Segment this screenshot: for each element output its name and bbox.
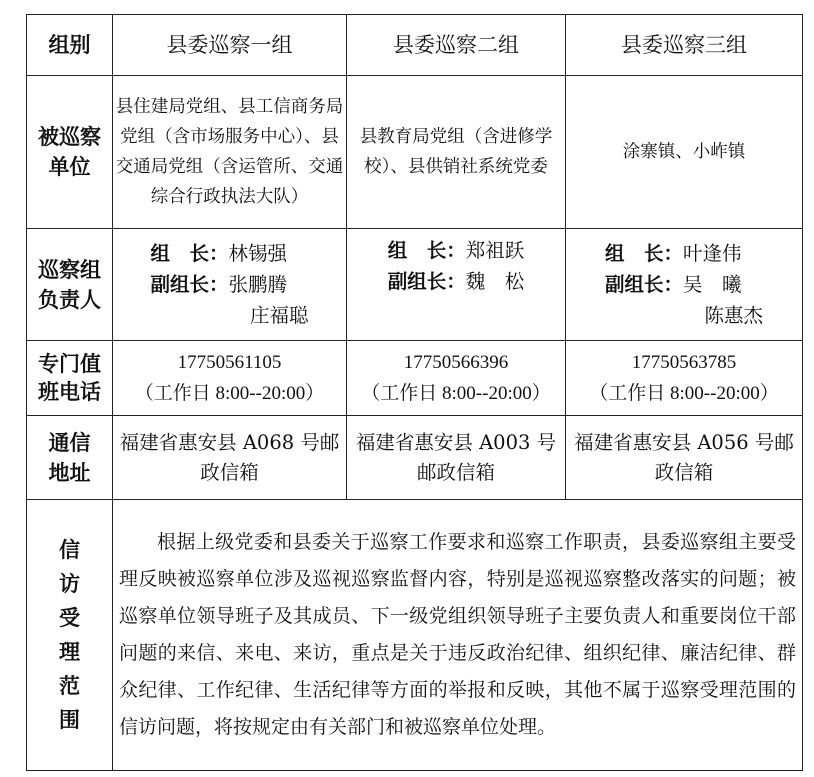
leader-role: 组 长：: [387, 239, 466, 262]
group2-header: 县委巡察二组: [347, 15, 566, 76]
leader-role: 组 长：: [150, 241, 229, 265]
phone-number: 17750566396: [403, 352, 509, 373]
leader-block: [605, 238, 763, 331]
group2-address: 福建省惠安县 A003 号邮政信箱: [347, 416, 566, 500]
leader-block: [388, 235, 525, 297]
group1-leaders: [113, 229, 347, 341]
phones-row: [27, 341, 803, 416]
leaders-label: 巡察组负责人: [27, 229, 113, 341]
phone-number: 17750563785: [631, 352, 737, 373]
leader-block: [151, 238, 309, 331]
group2-units: 县教育局党组（含进修学校）、县供销社系统党委: [347, 76, 566, 229]
phone-hours: （工作日 8:00--20:00）: [134, 383, 325, 404]
leader-role: 组 长：: [605, 241, 684, 265]
header-row: [27, 15, 803, 76]
leader-name: 林锡强: [228, 241, 288, 265]
phone-number: 17750561105: [177, 352, 282, 373]
group3-units: 涂寨镇、小岞镇: [566, 76, 803, 229]
deputy-name: 陈惠杰: [704, 303, 763, 327]
deputy-role: 副组长：: [150, 272, 229, 296]
deputy-name: 魏 松: [465, 270, 525, 293]
deputy-name: 庄福聪: [249, 303, 309, 327]
units-label: 被巡察单位: [27, 76, 113, 229]
phone-hours: （工作日 8:00--20:00）: [589, 383, 779, 404]
group1-units: 县住建局党组、县工信商务局党组（含市场服务中心）、县交通局党组（含运管所、交通综合行政执法大队）: [113, 76, 347, 229]
deputy-role: 副组长：: [387, 270, 466, 293]
scope-label: 信访受理范围: [27, 500, 113, 771]
group3-phone: [566, 341, 803, 416]
group3-address: 福建省惠安县 A056 号邮政信箱: [566, 416, 803, 500]
deputy-name: 张鹏腾: [228, 272, 288, 296]
group1-header: 县委巡察一组: [113, 15, 347, 76]
group2-leaders: [347, 229, 566, 341]
leader-name: 叶逢伟: [683, 241, 742, 265]
group3-leaders: [566, 229, 803, 341]
group1-address: 福建省惠安县 A068 号邮政信箱: [113, 416, 347, 500]
addresses-row: [27, 416, 803, 500]
addresses-label: 通信地址: [27, 416, 113, 500]
group-label: 组别: [27, 15, 113, 76]
leaders-row: [27, 229, 803, 341]
scope-text: 根据上级党委和县委关于巡察工作要求和巡察工作职责，县委巡察组主要受理反映被巡察单位涉及巡视巡察监督内容，特别是巡视巡察整改落实的问题；被巡察单位领导班子及其成员、下一级党组织领导班子主要负责人和重要岗位干部问题的来信、来电、来访，重点是关于违反政治纪律、组织纪律、廉洁纪律、群众纪律、工作纪律、生活纪律等方面的举报和反映，其他不属于巡察受理范围的信访问题，将按规定由有关部门和被巡察单位处理。: [113, 500, 803, 771]
deputy-role: 副组长：: [605, 272, 684, 296]
group3-header: 县委巡察三组: [566, 15, 803, 76]
deputy-name: 吴 曦: [683, 272, 742, 296]
patrol-info-table: [26, 14, 803, 771]
group2-phone: [347, 341, 566, 416]
phones-label: 专门值班电话: [27, 341, 113, 416]
scope-row: [27, 500, 803, 771]
leader-name: 郑祖跃: [465, 239, 525, 262]
phone-hours: （工作日 8:00--20:00）: [361, 383, 551, 404]
units-row: [27, 76, 803, 229]
group1-phone: [113, 341, 347, 416]
